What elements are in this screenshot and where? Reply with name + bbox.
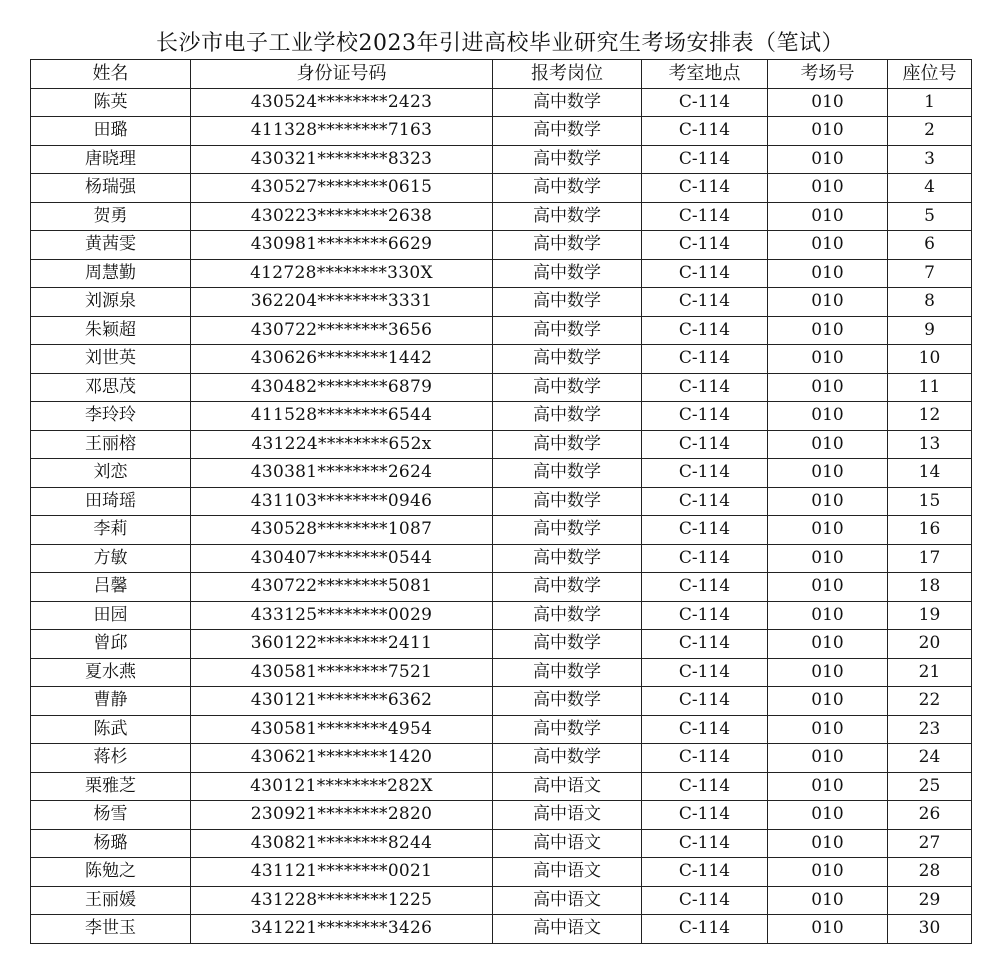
cell-room-location: C-114 xyxy=(642,772,768,801)
table-row xyxy=(31,715,972,744)
table-row xyxy=(31,544,972,573)
cell-hall-number: 010 xyxy=(768,915,888,944)
cell-post: 高中数学 xyxy=(493,744,642,773)
cell-id-number: 360122********2411 xyxy=(191,630,493,659)
cell-room-location: C-114 xyxy=(642,459,768,488)
table-row xyxy=(31,345,972,374)
cell-room-location: C-114 xyxy=(642,915,768,944)
cell-hall-number: 010 xyxy=(768,174,888,203)
cell-seat-number: 23 xyxy=(888,715,972,744)
cell-seat-number: 14 xyxy=(888,459,972,488)
cell-seat-number: 16 xyxy=(888,516,972,545)
cell-name: 黄茜雯 xyxy=(31,231,191,260)
cell-id-number: 431103********0946 xyxy=(191,487,493,516)
cell-room-location: C-114 xyxy=(642,288,768,317)
cell-hall-number: 010 xyxy=(768,744,888,773)
table-row xyxy=(31,117,972,146)
table-row xyxy=(31,829,972,858)
cell-id-number: 430821********8244 xyxy=(191,829,493,858)
cell-hall-number: 010 xyxy=(768,573,888,602)
cell-id-number: 362204********3331 xyxy=(191,288,493,317)
cell-id-number: 430524********2423 xyxy=(191,88,493,117)
cell-room-location: C-114 xyxy=(642,430,768,459)
table-row xyxy=(31,858,972,887)
table-row xyxy=(31,231,972,260)
cell-hall-number: 010 xyxy=(768,202,888,231)
cell-post: 高中数学 xyxy=(493,459,642,488)
cell-post: 高中语文 xyxy=(493,772,642,801)
cell-seat-number: 29 xyxy=(888,886,972,915)
cell-room-location: C-114 xyxy=(642,316,768,345)
cell-hall-number: 010 xyxy=(768,316,888,345)
cell-room-location: C-114 xyxy=(642,202,768,231)
cell-id-number: 433125********0029 xyxy=(191,601,493,630)
cell-name: 曹静 xyxy=(31,687,191,716)
table-row xyxy=(31,630,972,659)
cell-id-number: 430321********8323 xyxy=(191,145,493,174)
cell-name: 蒋杉 xyxy=(31,744,191,773)
cell-seat-number: 11 xyxy=(888,373,972,402)
cell-id-number: 431121********0021 xyxy=(191,858,493,887)
cell-hall-number: 010 xyxy=(768,630,888,659)
cell-hall-number: 010 xyxy=(768,145,888,174)
cell-room-location: C-114 xyxy=(642,601,768,630)
cell-post: 高中数学 xyxy=(493,487,642,516)
cell-post: 高中数学 xyxy=(493,715,642,744)
cell-post: 高中语文 xyxy=(493,858,642,887)
cell-name: 曾邱 xyxy=(31,630,191,659)
cell-id-number: 430482********6879 xyxy=(191,373,493,402)
cell-id-number: 430121********282X xyxy=(191,772,493,801)
cell-hall-number: 010 xyxy=(768,658,888,687)
cell-name: 田园 xyxy=(31,601,191,630)
cell-name: 刘世英 xyxy=(31,345,191,374)
table-header xyxy=(31,60,972,89)
cell-id-number: 430223********2638 xyxy=(191,202,493,231)
cell-post: 高中数学 xyxy=(493,117,642,146)
table-body xyxy=(31,88,972,943)
header-room-location: 考室地点 xyxy=(642,60,768,89)
cell-id-number: 411528********6544 xyxy=(191,402,493,431)
table-row xyxy=(31,487,972,516)
cell-post: 高中数学 xyxy=(493,430,642,459)
cell-id-number: 430626********1442 xyxy=(191,345,493,374)
cell-room-location: C-114 xyxy=(642,516,768,545)
cell-id-number: 430527********0615 xyxy=(191,174,493,203)
cell-post: 高中数学 xyxy=(493,202,642,231)
cell-hall-number: 010 xyxy=(768,772,888,801)
cell-seat-number: 12 xyxy=(888,402,972,431)
cell-name: 李世玉 xyxy=(31,915,191,944)
cell-id-number: 431228********1225 xyxy=(191,886,493,915)
cell-post: 高中数学 xyxy=(493,402,642,431)
table-row xyxy=(31,174,972,203)
cell-seat-number: 26 xyxy=(888,801,972,830)
cell-hall-number: 010 xyxy=(768,259,888,288)
cell-name: 李莉 xyxy=(31,516,191,545)
cell-hall-number: 010 xyxy=(768,886,888,915)
cell-room-location: C-114 xyxy=(642,658,768,687)
header-post: 报考岗位 xyxy=(493,60,642,89)
table-row xyxy=(31,402,972,431)
cell-name: 田璐 xyxy=(31,117,191,146)
cell-hall-number: 010 xyxy=(768,829,888,858)
cell-post: 高中语文 xyxy=(493,915,642,944)
cell-seat-number: 1 xyxy=(888,88,972,117)
cell-id-number: 430722********5081 xyxy=(191,573,493,602)
table-row xyxy=(31,687,972,716)
cell-id-number: 430528********1087 xyxy=(191,516,493,545)
cell-name: 王丽榕 xyxy=(31,430,191,459)
cell-hall-number: 010 xyxy=(768,544,888,573)
table-row xyxy=(31,373,972,402)
cell-room-location: C-114 xyxy=(642,487,768,516)
table-row xyxy=(31,915,972,944)
cell-seat-number: 25 xyxy=(888,772,972,801)
cell-room-location: C-114 xyxy=(642,858,768,887)
header-name: 姓名 xyxy=(31,60,191,89)
cell-hall-number: 010 xyxy=(768,687,888,716)
cell-name: 王丽媛 xyxy=(31,886,191,915)
table-row xyxy=(31,145,972,174)
cell-post: 高中数学 xyxy=(493,658,642,687)
table-row xyxy=(31,801,972,830)
cell-post: 高中数学 xyxy=(493,88,642,117)
cell-post: 高中数学 xyxy=(493,373,642,402)
cell-post: 高中数学 xyxy=(493,231,642,260)
cell-post: 高中数学 xyxy=(493,687,642,716)
cell-seat-number: 27 xyxy=(888,829,972,858)
cell-post: 高中数学 xyxy=(493,288,642,317)
header-hall-number: 考场号 xyxy=(768,60,888,89)
cell-seat-number: 10 xyxy=(888,345,972,374)
cell-room-location: C-114 xyxy=(642,88,768,117)
document-title: 长沙市电子工业学校2023年引进高校毕业研究生考场安排表（笔试） xyxy=(156,31,844,56)
cell-id-number: 430381********2624 xyxy=(191,459,493,488)
cell-hall-number: 010 xyxy=(768,801,888,830)
cell-seat-number: 3 xyxy=(888,145,972,174)
cell-id-number: 430621********1420 xyxy=(191,744,493,773)
cell-room-location: C-114 xyxy=(642,744,768,773)
cell-post: 高中数学 xyxy=(493,345,642,374)
cell-seat-number: 6 xyxy=(888,231,972,260)
cell-id-number: 430581********4954 xyxy=(191,715,493,744)
table-row xyxy=(31,744,972,773)
cell-name: 杨瑞强 xyxy=(31,174,191,203)
cell-post: 高中语文 xyxy=(493,801,642,830)
cell-room-location: C-114 xyxy=(642,174,768,203)
cell-seat-number: 24 xyxy=(888,744,972,773)
cell-post: 高中语文 xyxy=(493,829,642,858)
table-row xyxy=(31,288,972,317)
table-row xyxy=(31,658,972,687)
cell-post: 高中语文 xyxy=(493,886,642,915)
cell-post: 高中数学 xyxy=(493,174,642,203)
cell-id-number: 431224********652x xyxy=(191,430,493,459)
cell-hall-number: 010 xyxy=(768,487,888,516)
cell-hall-number: 010 xyxy=(768,373,888,402)
cell-seat-number: 22 xyxy=(888,687,972,716)
cell-seat-number: 17 xyxy=(888,544,972,573)
table-row xyxy=(31,88,972,117)
cell-seat-number: 13 xyxy=(888,430,972,459)
cell-hall-number: 010 xyxy=(768,601,888,630)
cell-seat-number: 2 xyxy=(888,117,972,146)
header-seat-number: 座位号 xyxy=(888,60,972,89)
cell-room-location: C-114 xyxy=(642,259,768,288)
cell-post: 高中数学 xyxy=(493,630,642,659)
cell-post: 高中数学 xyxy=(493,145,642,174)
cell-room-location: C-114 xyxy=(642,715,768,744)
cell-seat-number: 21 xyxy=(888,658,972,687)
cell-hall-number: 010 xyxy=(768,117,888,146)
table-row xyxy=(31,259,972,288)
cell-seat-number: 15 xyxy=(888,487,972,516)
cell-name: 陈勉之 xyxy=(31,858,191,887)
cell-hall-number: 010 xyxy=(768,430,888,459)
cell-name: 夏水燕 xyxy=(31,658,191,687)
cell-hall-number: 010 xyxy=(768,288,888,317)
cell-post: 高中数学 xyxy=(493,516,642,545)
cell-room-location: C-114 xyxy=(642,687,768,716)
cell-id-number: 430121********6362 xyxy=(191,687,493,716)
cell-name: 刘源泉 xyxy=(31,288,191,317)
header-id-number: 身份证号码 xyxy=(191,60,493,89)
cell-hall-number: 010 xyxy=(768,345,888,374)
cell-id-number: 230921********2820 xyxy=(191,801,493,830)
cell-hall-number: 010 xyxy=(768,459,888,488)
cell-hall-number: 010 xyxy=(768,231,888,260)
cell-room-location: C-114 xyxy=(642,402,768,431)
cell-room-location: C-114 xyxy=(642,117,768,146)
cell-name: 邓思茂 xyxy=(31,373,191,402)
table-row xyxy=(31,772,972,801)
cell-name: 田琦瑶 xyxy=(31,487,191,516)
cell-room-location: C-114 xyxy=(642,829,768,858)
header-row xyxy=(31,60,972,89)
cell-room-location: C-114 xyxy=(642,345,768,374)
cell-name: 刘恋 xyxy=(31,459,191,488)
cell-room-location: C-114 xyxy=(642,145,768,174)
cell-id-number: 430981********6629 xyxy=(191,231,493,260)
cell-room-location: C-114 xyxy=(642,231,768,260)
cell-seat-number: 7 xyxy=(888,259,972,288)
cell-post: 高中数学 xyxy=(493,601,642,630)
cell-room-location: C-114 xyxy=(642,630,768,659)
cell-room-location: C-114 xyxy=(642,801,768,830)
cell-hall-number: 010 xyxy=(768,715,888,744)
cell-seat-number: 18 xyxy=(888,573,972,602)
cell-id-number: 411328********7163 xyxy=(191,117,493,146)
cell-hall-number: 010 xyxy=(768,402,888,431)
cell-id-number: 430722********3656 xyxy=(191,316,493,345)
cell-post: 高中数学 xyxy=(493,259,642,288)
cell-room-location: C-114 xyxy=(642,544,768,573)
cell-name: 周慧勤 xyxy=(31,259,191,288)
cell-seat-number: 28 xyxy=(888,858,972,887)
table-row xyxy=(31,601,972,630)
cell-room-location: C-114 xyxy=(642,573,768,602)
cell-name: 陈武 xyxy=(31,715,191,744)
cell-name: 吕馨 xyxy=(31,573,191,602)
cell-post: 高中数学 xyxy=(493,316,642,345)
cell-name: 陈英 xyxy=(31,88,191,117)
cell-name: 方敏 xyxy=(31,544,191,573)
cell-id-number: 341221********3426 xyxy=(191,915,493,944)
cell-hall-number: 010 xyxy=(768,858,888,887)
table-row xyxy=(31,886,972,915)
cell-name: 唐晓理 xyxy=(31,145,191,174)
cell-seat-number: 9 xyxy=(888,316,972,345)
cell-id-number: 430407********0544 xyxy=(191,544,493,573)
cell-hall-number: 010 xyxy=(768,516,888,545)
cell-seat-number: 8 xyxy=(888,288,972,317)
cell-seat-number: 4 xyxy=(888,174,972,203)
cell-id-number: 412728********330X xyxy=(191,259,493,288)
cell-name: 朱颖超 xyxy=(31,316,191,345)
cell-room-location: C-114 xyxy=(642,886,768,915)
cell-seat-number: 19 xyxy=(888,601,972,630)
cell-hall-number: 010 xyxy=(768,88,888,117)
cell-seat-number: 5 xyxy=(888,202,972,231)
cell-post: 高中数学 xyxy=(493,573,642,602)
table-row xyxy=(31,430,972,459)
cell-name: 栗雅芝 xyxy=(31,772,191,801)
cell-post: 高中数学 xyxy=(493,544,642,573)
cell-seat-number: 20 xyxy=(888,630,972,659)
table-row xyxy=(31,459,972,488)
table-row xyxy=(31,573,972,602)
table-row xyxy=(31,202,972,231)
table-row xyxy=(31,316,972,345)
cell-name: 贺勇 xyxy=(31,202,191,231)
cell-id-number: 430581********7521 xyxy=(191,658,493,687)
cell-name: 杨雪 xyxy=(31,801,191,830)
exam-arrangement-table xyxy=(30,59,972,944)
cell-seat-number: 30 xyxy=(888,915,972,944)
cell-name: 杨璐 xyxy=(31,829,191,858)
cell-room-location: C-114 xyxy=(642,373,768,402)
table-row xyxy=(31,516,972,545)
cell-name: 李玲玲 xyxy=(31,402,191,431)
